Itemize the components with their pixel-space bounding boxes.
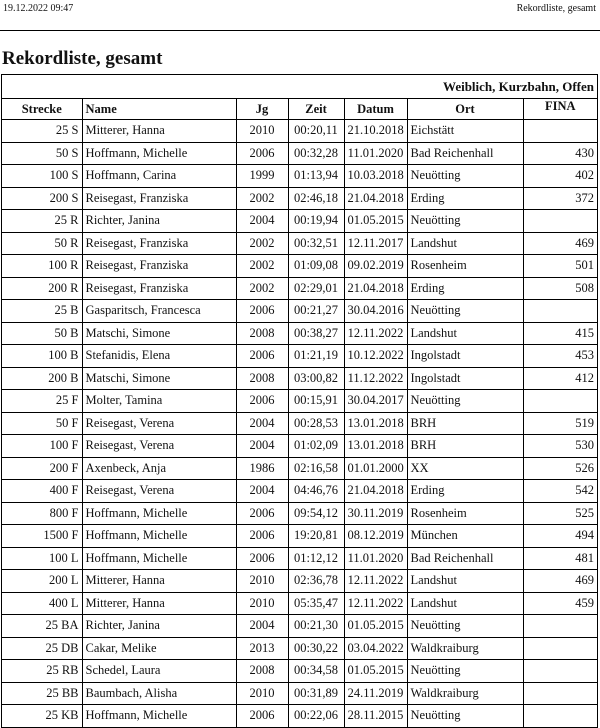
table-row bbox=[2, 615, 597, 638]
cell-datum: 11.01.2020 bbox=[344, 142, 407, 165]
cell-fina: 469 bbox=[523, 232, 597, 255]
cell-ort: Neuötting bbox=[407, 660, 523, 683]
cell-jg: 2013 bbox=[236, 637, 288, 660]
cell-jg: 2002 bbox=[236, 277, 288, 300]
cell-datum: 11.12.2022 bbox=[344, 367, 407, 390]
cell-ort: Eichstätt bbox=[407, 120, 523, 143]
cell-jg: 2006 bbox=[236, 300, 288, 323]
cell-strecke: 100 L bbox=[2, 547, 82, 570]
cell-zeit: 02:36,78 bbox=[288, 570, 344, 593]
cell-fina: 430 bbox=[523, 142, 597, 165]
cell-datum: 03.04.2022 bbox=[344, 637, 407, 660]
cell-name: Reisegast, Verena bbox=[82, 435, 236, 458]
cell-fina bbox=[523, 682, 597, 705]
cell-name: Reisegast, Franziska bbox=[82, 232, 236, 255]
cell-fina: 501 bbox=[523, 255, 597, 278]
cell-strecke: 200 F bbox=[2, 457, 82, 480]
cell-name: Hoffmann, Michelle bbox=[82, 525, 236, 548]
cell-jg: 2006 bbox=[236, 547, 288, 570]
cell-strecke: 50 F bbox=[2, 412, 82, 435]
cell-ort: XX bbox=[407, 457, 523, 480]
cell-datum: 01.01.2000 bbox=[344, 457, 407, 480]
cell-strecke: 1500 F bbox=[2, 525, 82, 548]
cell-zeit: 00:28,53 bbox=[288, 412, 344, 435]
table-row bbox=[2, 412, 597, 435]
cell-fina: 519 bbox=[523, 412, 597, 435]
cell-fina bbox=[523, 705, 597, 727]
cell-fina: 481 bbox=[523, 547, 597, 570]
table-row bbox=[2, 165, 597, 188]
cell-datum: 10.03.2018 bbox=[344, 165, 407, 188]
cell-strecke: 50 R bbox=[2, 232, 82, 255]
table-row bbox=[2, 187, 597, 210]
cell-ort: BRH bbox=[407, 435, 523, 458]
table-row bbox=[2, 322, 597, 345]
cell-datum: 13.01.2018 bbox=[344, 412, 407, 435]
cell-ort: Erding bbox=[407, 277, 523, 300]
table-row bbox=[2, 142, 597, 165]
cell-name: Reisegast, Verena bbox=[82, 480, 236, 503]
cell-fina bbox=[523, 390, 597, 413]
cell-fina: 372 bbox=[523, 187, 597, 210]
cell-zeit: 02:29,01 bbox=[288, 277, 344, 300]
record-table-container bbox=[1, 74, 598, 728]
cell-strecke: 200 S bbox=[2, 187, 82, 210]
cell-name: Hoffmann, Michelle bbox=[82, 547, 236, 570]
cell-strecke: 25 RB bbox=[2, 660, 82, 683]
cell-name: Cakar, Melike bbox=[82, 637, 236, 660]
table-row bbox=[2, 390, 597, 413]
cell-zeit: 09:54,12 bbox=[288, 502, 344, 525]
table-row bbox=[2, 435, 597, 458]
table-row bbox=[2, 547, 597, 570]
cell-name: Stefanidis, Elena bbox=[82, 345, 236, 368]
cell-datum: 21.04.2018 bbox=[344, 277, 407, 300]
cell-datum: 08.12.2019 bbox=[344, 525, 407, 548]
cell-strecke: 100 B bbox=[2, 345, 82, 368]
cell-jg: 2008 bbox=[236, 660, 288, 683]
cell-datum: 24.11.2019 bbox=[344, 682, 407, 705]
cell-jg: 2008 bbox=[236, 322, 288, 345]
cell-ort: Erding bbox=[407, 187, 523, 210]
cell-jg: 2006 bbox=[236, 390, 288, 413]
cell-datum: 01.05.2015 bbox=[344, 660, 407, 683]
cell-zeit: 00:32,51 bbox=[288, 232, 344, 255]
cell-jg: 2002 bbox=[236, 255, 288, 278]
cell-datum: 09.02.2019 bbox=[344, 255, 407, 278]
cell-strecke: 200 L bbox=[2, 570, 82, 593]
table-row bbox=[2, 255, 597, 278]
cell-name: Matschi, Simone bbox=[82, 367, 236, 390]
cell-jg: 2004 bbox=[236, 480, 288, 503]
cell-zeit: 00:20,11 bbox=[288, 120, 344, 143]
cell-datum: 01.05.2015 bbox=[344, 210, 407, 233]
print-datetime: 19.12.2022 09:47 bbox=[3, 3, 74, 14]
cell-datum: 13.01.2018 bbox=[344, 435, 407, 458]
cell-name: Molter, Tamina bbox=[82, 390, 236, 413]
cell-ort: Landshut bbox=[407, 570, 523, 593]
cell-fina: 402 bbox=[523, 165, 597, 188]
cell-ort: Landshut bbox=[407, 232, 523, 255]
cell-datum: 30.04.2016 bbox=[344, 300, 407, 323]
cell-datum: 30.04.2017 bbox=[344, 390, 407, 413]
cell-name: Reisegast, Franziska bbox=[82, 277, 236, 300]
print-doc-name: Rekordliste, gesamt bbox=[516, 3, 596, 14]
cell-strecke: 200 R bbox=[2, 277, 82, 300]
cell-fina: 525 bbox=[523, 502, 597, 525]
cell-fina: 526 bbox=[523, 457, 597, 480]
cell-strecke: 25 BA bbox=[2, 615, 82, 638]
cell-ort: Landshut bbox=[407, 592, 523, 615]
cell-ort: Rosenheim bbox=[407, 502, 523, 525]
cell-fina bbox=[523, 637, 597, 660]
cell-zeit: 01:02,09 bbox=[288, 435, 344, 458]
cell-name: Baumbach, Alisha bbox=[82, 682, 236, 705]
cell-datum: 12.11.2022 bbox=[344, 592, 407, 615]
table-row bbox=[2, 367, 597, 390]
cell-datum: 21.10.2018 bbox=[344, 120, 407, 143]
table-row bbox=[2, 682, 597, 705]
cell-name: Richter, Janina bbox=[82, 615, 236, 638]
cell-jg: 2010 bbox=[236, 120, 288, 143]
cell-fina: 412 bbox=[523, 367, 597, 390]
column-header-name: Name bbox=[82, 99, 236, 120]
cell-zeit: 02:16,58 bbox=[288, 457, 344, 480]
cell-fina bbox=[523, 210, 597, 233]
cell-strecke: 100 F bbox=[2, 435, 82, 458]
table-row bbox=[2, 300, 597, 323]
table-row bbox=[2, 570, 597, 593]
cell-zeit: 00:32,28 bbox=[288, 142, 344, 165]
cell-jg: 2008 bbox=[236, 367, 288, 390]
table-row bbox=[2, 457, 597, 480]
cell-zeit: 00:21,30 bbox=[288, 615, 344, 638]
cell-fina: 459 bbox=[523, 592, 597, 615]
cell-ort: München bbox=[407, 525, 523, 548]
cell-zeit: 04:46,76 bbox=[288, 480, 344, 503]
table-row bbox=[2, 210, 597, 233]
cell-strecke: 200 B bbox=[2, 367, 82, 390]
cell-jg: 2002 bbox=[236, 232, 288, 255]
table-row bbox=[2, 502, 597, 525]
cell-name: Mitterer, Hanna bbox=[82, 592, 236, 615]
table-row bbox=[2, 345, 597, 368]
cell-name: Hoffmann, Michelle bbox=[82, 705, 236, 727]
cell-name: Hoffmann, Michelle bbox=[82, 142, 236, 165]
cell-datum: 01.05.2015 bbox=[344, 615, 407, 638]
cell-zeit: 01:12,12 bbox=[288, 547, 344, 570]
cell-zeit: 00:38,27 bbox=[288, 322, 344, 345]
cell-strecke: 25 S bbox=[2, 120, 82, 143]
cell-jg: 2004 bbox=[236, 210, 288, 233]
cell-ort: Bad Reichenhall bbox=[407, 142, 523, 165]
cell-strecke: 25 F bbox=[2, 390, 82, 413]
column-header-zeit: Zeit bbox=[288, 99, 344, 120]
cell-strecke: 25 KB bbox=[2, 705, 82, 727]
cell-strecke: 400 F bbox=[2, 480, 82, 503]
column-header-strecke: Strecke bbox=[2, 99, 82, 120]
cell-name: Reisegast, Franziska bbox=[82, 255, 236, 278]
cell-strecke: 50 S bbox=[2, 142, 82, 165]
column-header-ort: Ort bbox=[407, 99, 523, 120]
cell-strecke: 50 B bbox=[2, 322, 82, 345]
cell-fina bbox=[523, 615, 597, 638]
cell-jg: 2006 bbox=[236, 502, 288, 525]
cell-zeit: 00:34,58 bbox=[288, 660, 344, 683]
cell-strecke: 25 BB bbox=[2, 682, 82, 705]
cell-fina bbox=[523, 660, 597, 683]
cell-ort: Bad Reichenhall bbox=[407, 547, 523, 570]
cell-datum: 12.11.2022 bbox=[344, 322, 407, 345]
cell-jg: 2010 bbox=[236, 592, 288, 615]
table-subtitle: Weiblich, Kurzbahn, Offen bbox=[443, 79, 594, 94]
cell-strecke: 25 R bbox=[2, 210, 82, 233]
cell-ort: Erding bbox=[407, 480, 523, 503]
header-rule bbox=[0, 30, 600, 31]
table-row bbox=[2, 480, 597, 503]
cell-zeit: 00:30,22 bbox=[288, 637, 344, 660]
cell-strecke: 100 S bbox=[2, 165, 82, 188]
cell-datum: 28.11.2015 bbox=[344, 705, 407, 727]
cell-ort: Neuötting bbox=[407, 210, 523, 233]
table-row bbox=[2, 637, 597, 660]
cell-strecke: 100 R bbox=[2, 255, 82, 278]
column-header-fina: FINA bbox=[523, 99, 597, 120]
cell-jg: 2010 bbox=[236, 570, 288, 593]
cell-jg: 1986 bbox=[236, 457, 288, 480]
cell-jg: 2010 bbox=[236, 682, 288, 705]
cell-fina: 494 bbox=[523, 525, 597, 548]
cell-zeit: 01:13,94 bbox=[288, 165, 344, 188]
table-header-row bbox=[2, 99, 597, 120]
cell-jg: 2004 bbox=[236, 435, 288, 458]
cell-zeit: 02:46,18 bbox=[288, 187, 344, 210]
cell-name: Axenbeck, Anja bbox=[82, 457, 236, 480]
table-row bbox=[2, 660, 597, 683]
cell-fina: 453 bbox=[523, 345, 597, 368]
cell-zeit: 00:31,89 bbox=[288, 682, 344, 705]
table-row bbox=[2, 592, 597, 615]
cell-jg: 2006 bbox=[236, 345, 288, 368]
cell-datum: 10.12.2022 bbox=[344, 345, 407, 368]
cell-ort: Waldkraiburg bbox=[407, 682, 523, 705]
cell-ort: Neuötting bbox=[407, 300, 523, 323]
cell-datum: 30.11.2019 bbox=[344, 502, 407, 525]
cell-name: Reisegast, Franziska bbox=[82, 187, 236, 210]
cell-strecke: 25 B bbox=[2, 300, 82, 323]
cell-fina bbox=[523, 300, 597, 323]
cell-zeit: 00:15,91 bbox=[288, 390, 344, 413]
cell-fina: 542 bbox=[523, 480, 597, 503]
record-table bbox=[2, 98, 597, 727]
cell-name: Richter, Janina bbox=[82, 210, 236, 233]
cell-ort: Waldkraiburg bbox=[407, 637, 523, 660]
cell-ort: BRH bbox=[407, 412, 523, 435]
cell-name: Mitterer, Hanna bbox=[82, 120, 236, 143]
cell-name: Mitterer, Hanna bbox=[82, 570, 236, 593]
cell-fina: 508 bbox=[523, 277, 597, 300]
cell-ort: Neuötting bbox=[407, 165, 523, 188]
table-row bbox=[2, 277, 597, 300]
cell-name: Hoffmann, Carina bbox=[82, 165, 236, 188]
cell-datum: 21.04.2018 bbox=[344, 480, 407, 503]
table-row bbox=[2, 525, 597, 548]
cell-zeit: 00:22,06 bbox=[288, 705, 344, 727]
table-row bbox=[2, 705, 597, 727]
cell-jg: 2006 bbox=[236, 525, 288, 548]
cell-datum: 12.11.2017 bbox=[344, 232, 407, 255]
cell-name: Gasparitsch, Francesca bbox=[82, 300, 236, 323]
cell-jg: 2004 bbox=[236, 412, 288, 435]
cell-ort: Rosenheim bbox=[407, 255, 523, 278]
table-body bbox=[2, 120, 597, 727]
cell-zeit: 03:00,82 bbox=[288, 367, 344, 390]
cell-datum: 21.04.2018 bbox=[344, 187, 407, 210]
cell-strecke: 25 DB bbox=[2, 637, 82, 660]
table-row bbox=[2, 120, 597, 143]
cell-ort: Ingolstadt bbox=[407, 367, 523, 390]
table-row bbox=[2, 232, 597, 255]
cell-zeit: 00:21,27 bbox=[288, 300, 344, 323]
cell-ort: Landshut bbox=[407, 322, 523, 345]
cell-name: Matschi, Simone bbox=[82, 322, 236, 345]
cell-zeit: 19:20,81 bbox=[288, 525, 344, 548]
cell-fina: 415 bbox=[523, 322, 597, 345]
cell-zeit: 01:21,19 bbox=[288, 345, 344, 368]
cell-jg: 2006 bbox=[236, 705, 288, 727]
cell-ort: Neuötting bbox=[407, 390, 523, 413]
cell-name: Hoffmann, Michelle bbox=[82, 502, 236, 525]
cell-datum: 12.11.2022 bbox=[344, 570, 407, 593]
cell-fina bbox=[523, 120, 597, 143]
cell-jg: 1999 bbox=[236, 165, 288, 188]
cell-zeit: 05:35,47 bbox=[288, 592, 344, 615]
page-title: Rekordliste, gesamt bbox=[2, 48, 163, 69]
cell-fina: 469 bbox=[523, 570, 597, 593]
cell-strecke: 400 L bbox=[2, 592, 82, 615]
cell-zeit: 01:09,08 bbox=[288, 255, 344, 278]
cell-strecke: 800 F bbox=[2, 502, 82, 525]
column-header-jg: Jg bbox=[236, 99, 288, 120]
cell-datum: 11.01.2020 bbox=[344, 547, 407, 570]
cell-name: Schedel, Laura bbox=[82, 660, 236, 683]
cell-name: Reisegast, Verena bbox=[82, 412, 236, 435]
cell-fina: 530 bbox=[523, 435, 597, 458]
cell-jg: 2006 bbox=[236, 142, 288, 165]
cell-ort: Ingolstadt bbox=[407, 345, 523, 368]
cell-ort: Neuötting bbox=[407, 705, 523, 727]
cell-zeit: 00:19,94 bbox=[288, 210, 344, 233]
cell-jg: 2002 bbox=[236, 187, 288, 210]
column-header-datum: Datum bbox=[344, 99, 407, 120]
cell-ort: Neuötting bbox=[407, 615, 523, 638]
cell-jg: 2004 bbox=[236, 615, 288, 638]
